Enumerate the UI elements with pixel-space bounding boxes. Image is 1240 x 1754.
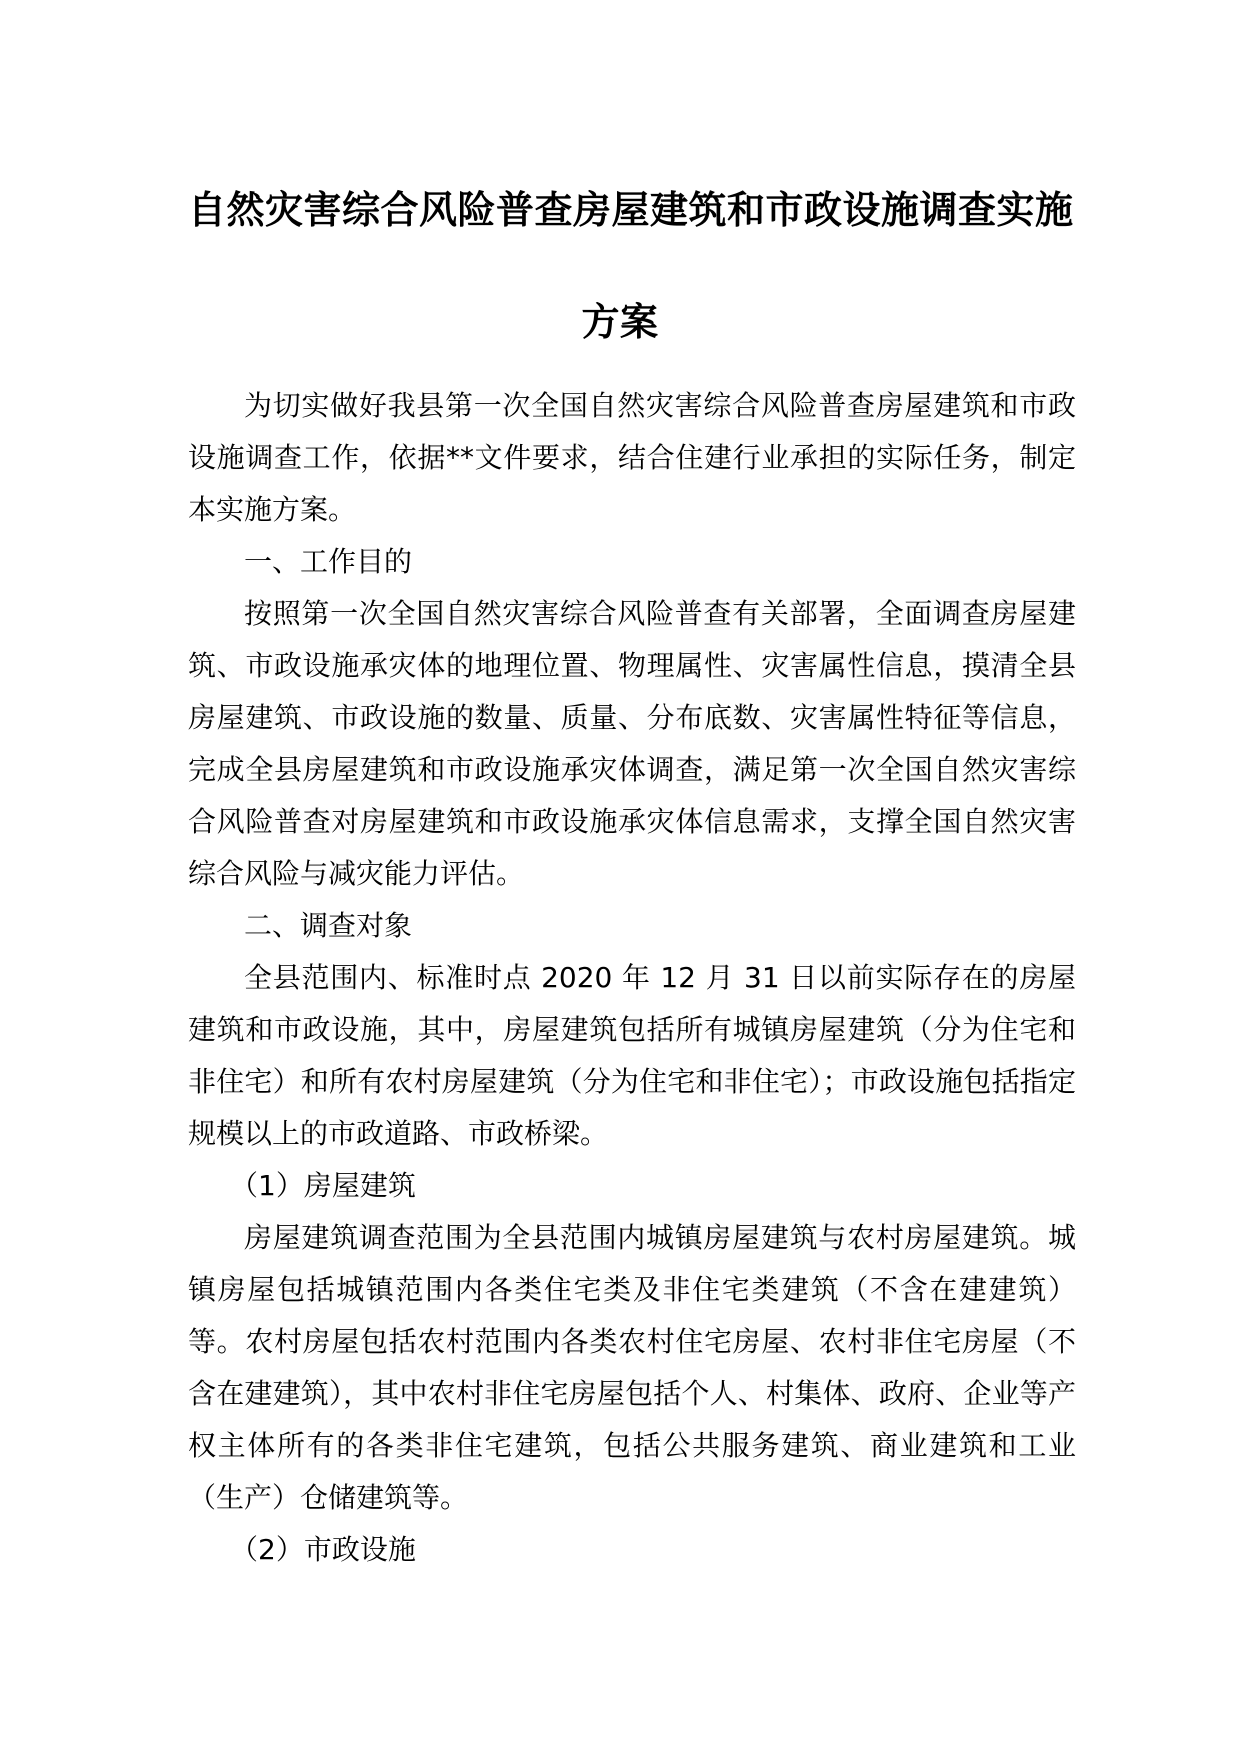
document-title-line-2: 方案 — [581, 300, 659, 344]
intro-paragraph: 为切实做好我县第一次全国自然灾害综合风险普查房屋建筑和市政设施调查工作，依据**文件要求，结合住建行业承担的实际任务，制定本实施方案。 — [188, 389, 1076, 526]
section-paragraph-purpose: 按照第一次全国自然灾害综合风险普查有关部署，全面调查房屋建筑、市政设施承灾体的地理位置、物理属性、灾害属性信息，摸清全县房屋建筑、市政设施的数量、质量、分布底数、灾害属性特征等信息，完成全县房屋建筑和市政设施承灾体调查，满足第一次全国自然灾害综合风险普查对房屋建筑和市政设施承灾体信息需求，支撑全国自然灾害综合风险与减灾能力评估。 — [188, 597, 1076, 890]
section-paragraph-objects: 全县范围内、标准时点 2020 年 12 月 31 日以前实际存在的房屋建筑和市政设施，其中，房屋建筑包括所有城镇房屋建筑（分为住宅和非住宅）和所有农村房屋建筑（分为住宅和非住宅）；市政设施包括指定规模以上的市政道路、市政桥梁。 — [188, 961, 1076, 1150]
subsection-paragraph-buildings: 房屋建筑调查范围为全县范围内城镇房屋建筑与农村房屋建筑。城镇房屋包括城镇范围内各类住宅类及非住宅类建筑（不含在建建筑）等。农村房屋包括农村范围内各类农村住宅房屋、农村非住宅房屋（不含在建建筑），其中农村非住宅房屋包括个人、村集体、政府、企业等产权主体所有的各类非住宅建筑，包括公共服务建筑、商业建筑和工业（生产）仓储建筑等。 — [188, 1221, 1076, 1514]
document-body — [188, 380, 1076, 1576]
section-heading-objects: 二、调查对象 — [244, 909, 413, 942]
subsection-heading-buildings: （1）房屋建筑 — [230, 1169, 416, 1202]
section-heading-purpose: 一、工作目的 — [244, 545, 413, 578]
subsection-heading-municipal: （2）市政设施 — [230, 1533, 416, 1566]
document-title-line-1: 自然灾害综合风险普查房屋建筑和市政设施调查实施 — [188, 188, 1074, 232]
